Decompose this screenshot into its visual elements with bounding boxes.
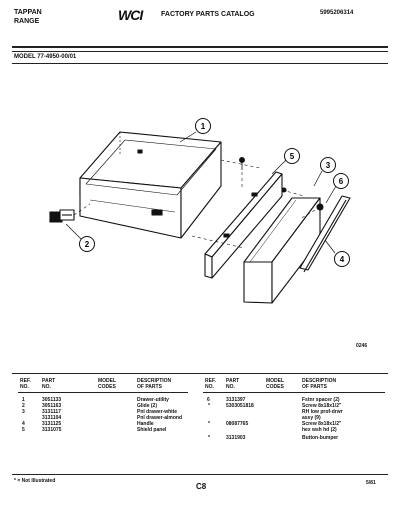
brand-name: TAPPAN <box>14 9 42 16</box>
col-ref-right: REF. NO. <box>205 378 216 390</box>
svg-text:1: 1 <box>200 122 206 131</box>
col-ref-left: REF. NO. <box>20 378 31 390</box>
svg-text:3: 3 <box>325 161 331 170</box>
right-part-0: 3131397 <box>226 397 246 403</box>
callout-5 <box>285 149 300 164</box>
left-desc-3: Pnl drawer-almond <box>137 415 183 421</box>
callout-1 <box>196 119 211 134</box>
col-desc-left: DESCRIPTION OF PARTS <box>137 378 172 390</box>
right-ref-0: 6 <box>207 397 210 403</box>
callout-3 <box>321 158 336 173</box>
right-desc-3: assy (9) <box>302 415 321 421</box>
left-part-3: 3131104 <box>42 415 62 421</box>
glide <box>50 210 74 222</box>
right-part-6: 3131903 <box>226 435 246 441</box>
right-desc-6: Button-bumper <box>302 435 339 441</box>
svg-text:2: 2 <box>84 240 90 249</box>
left-ref-0: 1 <box>22 397 25 403</box>
page-number: C8 <box>196 482 207 491</box>
left-part-0: 3051133 <box>42 397 62 403</box>
product-name: RANGE <box>14 18 40 25</box>
col-codes-right: MODEL CODES <box>266 378 285 390</box>
right-desc-2: RH low prof-drwr <box>302 409 343 415</box>
col-part-right: PART NO. <box>226 378 240 390</box>
right-desc-1: Screw 8x18x1/2" <box>302 403 342 409</box>
drawer-box <box>80 132 221 238</box>
svg-text:5: 5 <box>289 152 295 161</box>
col-desc-right: DESCRIPTION OF PARTS <box>302 378 337 390</box>
doc-number: 5995206314 <box>320 10 354 16</box>
right-ref-1: * <box>208 403 210 409</box>
header-underline-left <box>18 392 188 393</box>
right-part-1: 5303051818 <box>226 403 254 409</box>
callout-4 <box>335 252 350 267</box>
svg-text:4: 4 <box>339 255 345 264</box>
right-ref-4: * <box>208 421 210 427</box>
left-desc-2: Pnl drawer-white <box>137 409 178 415</box>
left-part-2: 3131117 <box>42 409 61 415</box>
right-desc-4: Screw 8x18x1/2" <box>302 421 342 427</box>
left-desc-4: Handle <box>137 421 154 427</box>
header-underline-right <box>203 392 385 393</box>
table-top-rule <box>12 373 388 374</box>
wci-logo: WCI <box>118 7 143 23</box>
left-ref-5: 5 <box>22 427 25 433</box>
right-desc-5: hex wsh hd (2) <box>302 427 337 433</box>
model-number: MODEL 77-4950-00/01 <box>14 54 77 60</box>
illustration-number: 0246 <box>356 343 368 349</box>
left-part-4: 3131125 <box>42 421 62 427</box>
left-ref-2: 3 <box>22 409 25 415</box>
left-ref-1: 2 <box>22 403 25 409</box>
callout-6 <box>334 174 349 189</box>
right-ref-6: * <box>208 435 210 441</box>
left-part-1: 3051163 <box>42 403 62 409</box>
left-desc-5: Shield panel <box>137 427 167 433</box>
svg-text:6: 6 <box>338 177 344 186</box>
revision-date: 5/81 <box>366 480 376 486</box>
col-part-left: PART NO. <box>42 378 56 390</box>
left-desc-1: Glide (2) <box>137 403 158 409</box>
left-desc-0: Drawer-utility <box>137 397 169 403</box>
col-codes-left: MODEL CODES <box>98 378 117 390</box>
footer-rule <box>12 474 388 475</box>
left-part-5: 3131075 <box>42 427 62 433</box>
right-desc-0: Fstnr spacer (2) <box>302 397 340 403</box>
not-illustrated-note: * = Not Illustrated <box>14 478 56 484</box>
right-part-4: 08087765 <box>226 421 249 427</box>
left-ref-4: 4 <box>22 421 25 427</box>
callout-2 <box>80 237 95 252</box>
catalog-title: FACTORY PARTS CATALOG <box>161 11 255 18</box>
